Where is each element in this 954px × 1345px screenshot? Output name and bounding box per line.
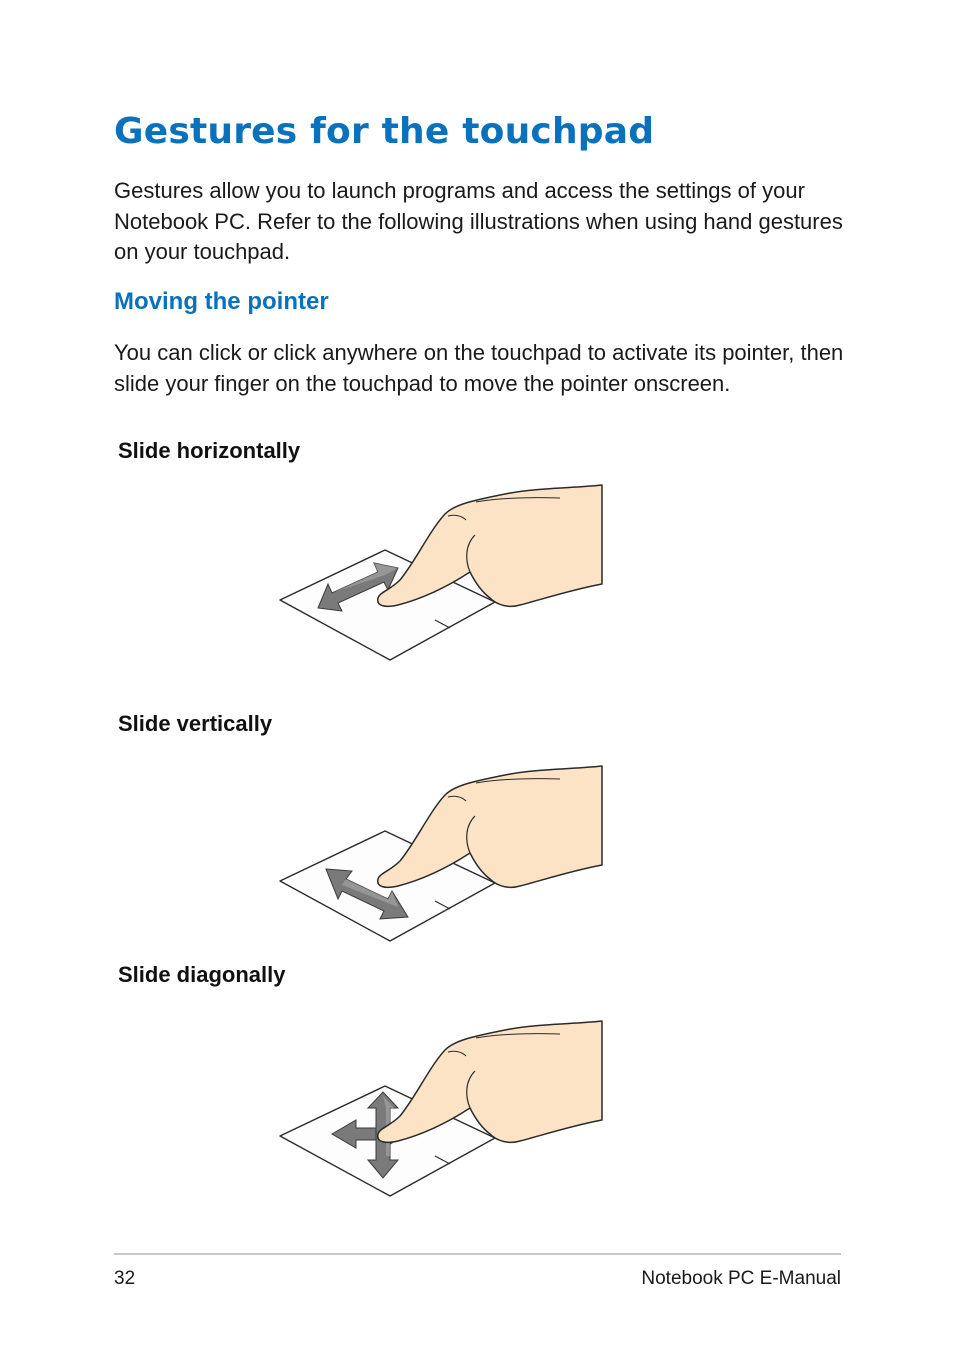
gesture-label-vertical: Slide vertically <box>118 711 273 736</box>
section-heading: Moving the pointer <box>114 288 329 315</box>
slide-diagonally-illustration <box>270 1016 610 1206</box>
footer-divider <box>114 1253 841 1255</box>
hand-pointing-icon <box>378 485 602 606</box>
slide-vertically-illustration <box>270 761 610 951</box>
page-number: 32 <box>114 1268 136 1289</box>
page-title: Gestures for the touchpad <box>114 111 655 152</box>
hand-pointing-icon <box>378 766 602 887</box>
section-body: You can click or click anywhere on the touchpad to activate its pointer, then slide your finger on the touchpad to move the pointer onscreen. <box>114 340 844 396</box>
manual-name: Notebook PC E-Manual <box>641 1268 841 1289</box>
gesture-label-horizontal: Slide horizontally <box>118 438 301 463</box>
gesture-label-diagonal: Slide diagonally <box>118 962 286 987</box>
slide-horizontally-illustration <box>270 480 610 670</box>
intro-paragraph: Gestures allow you to launch programs and access the settings of your Notebook PC. Refer to the following illustrations when using hand gestures on your touchpad. <box>114 178 843 264</box>
hand-pointing-icon <box>378 1021 602 1142</box>
